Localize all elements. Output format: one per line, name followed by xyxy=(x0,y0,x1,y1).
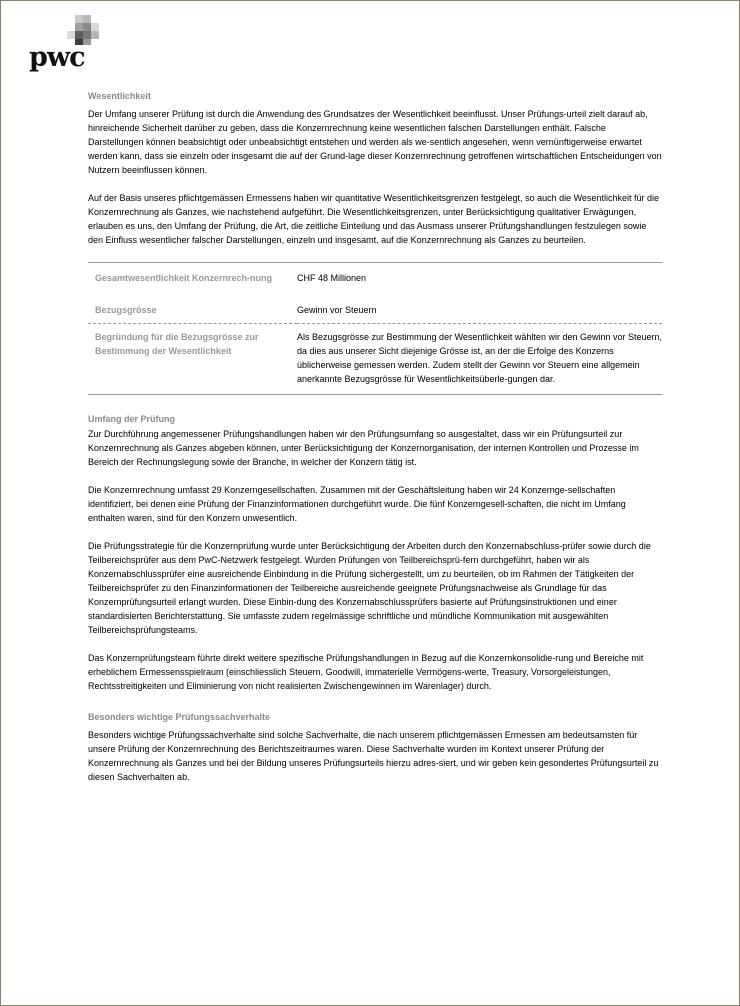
row-label-overall-materiality: Gesamtwesentlichkeit Konzernrech-nung xyxy=(95,273,273,283)
scope-paragraph-1: Zur Durchführung angemessener Prüfungshandlungen haben wir den Prüfungsumfang so ausgestaltet, dass wir ein Prüfungsurteil zur Konzernrechnung als Ganzes abgeben können, unter Berücksichtigung der Konzernorganisation, der internen Kontrollen und Prozesse im Bereich der Rechnungslegung sowie der Branche, in welcher der Konzern tätig ist. xyxy=(88,429,639,467)
materiality-paragraph-1: Der Umfang unserer Prüfung ist durch die Anwendung des Grundsatzes der Wesentlichkeit beeinflusst. Unser Prüfungs-urteil zielt darauf ab, hinreichende Sicherheit darüber zu geben, dass die Konzernrechnung keine wesentlichen falschen Darstellungen enthält. Falsche Darstellungen können beabsichtigt oder unbeabsichtigt entstehen und werden als we-sentlich angesehen, wenn vernünftigerweise erwartet werden kann, dass sie einzeln oder insgesamt die auf der Grund-lage dieser Konzernrechnung getroffenen wirtschaftlichen Entscheidungen von Nutzern beeinflussen können. xyxy=(88,109,662,175)
materiality-table xyxy=(88,262,662,395)
table-row xyxy=(88,263,662,302)
pwc-logo-text: pwc xyxy=(29,42,85,73)
heading-audit-scope: Umfang der Prüfung xyxy=(88,414,175,424)
pwc-logo xyxy=(29,15,109,71)
row-value-rationale: Als Bezugsgrösse zur Bestimmung der Wesentlichkeit wählten wir den Gewinn vor Steuern, da dies aus unserer Sicht diejenige Grösse ist, an der die Erfolge des Konzerns üblicherweise gemessen werden. Zudem stellt der Gewinn vor Steuern eine allgemein anerkannte Bezugsgrösse für Wesentlichkeitsüberle-gungen dar. xyxy=(297,324,662,395)
row-value-benchmark: Gewinn vor Steuern xyxy=(297,305,377,315)
row-label-benchmark: Bezugsgrösse xyxy=(95,305,157,315)
table-row xyxy=(88,301,662,324)
scope-paragraph-4: Das Konzernprüfungsteam führte direkt weitere spezifische Prüfungshandlungen in Bezug auf die Konzernkonsolidie-rung und Bereiche mit erheblichem Ermessensspielraum (einschliesslich Steuern, Goodwill, immaterielle Vermögens-werte, Treasury, Vorsorgeleistungen, Rechtsstreitigkeiten und Eliminierung von nicht realisierten Zwischengewinnen im Warenlager) durch. xyxy=(88,653,644,691)
row-value-overall-materiality: CHF 48 Millionen xyxy=(297,273,367,283)
heading-key-audit-matters: Besonders wichtige Prüfungssachverhalte xyxy=(88,712,271,722)
materiality-paragraph-2: Auf der Basis unseres pflichtgemässen Ermessens haben wir quantitative Wesentlichkeitsgrenzen festgelegt, so auch die Wesentlichkeit für die Konzernrechnung als Ganzes, wie nachstehend aufgeführt. Die Wesentlichkeitsgrenzen, unter Berücksichtigung qualitativer Erwägungen, erlauben es uns, den Umfang der Prüfung, die Art, die zeitliche Einteilung und das Ausmass unserer Prüfungshandlungen festzulegen sowie den Einfluss wesentlicher falscher Darstellungen, einzeln und insgesamt, auf die Konzernrechnung als Ganzes zu beurteilen. xyxy=(88,193,659,245)
scope-paragraph-2: Die Konzernrechnung umfasst 29 Konzerngesellschaften. Zusammen mit der Geschäftsleitung haben wir 24 Konzernge-sellschaften identifiziert, bei denen eine Prüfung der Finanzinformationen durchgeführt wurde. Die fünf Konzerngesell-schaften, die nicht im Umfang enthalten waren, sind für den Konzern unwesentlich. xyxy=(88,485,626,523)
scope-paragraph-3: Die Prüfungsstrategie für die Konzernprüfung wurde unter Berücksichtigung der Arbeiten durch den Konzernabschluss-prüfer sowie durch die Teilbereichsprüfer aus dem PwC-Netzwerk festgelegt. Wurden Prüfungen von Teilbereichsprü-fern durchgeführt, haben wir als Konzernabschlussprüfer eine ausreichende Einbindung in die Prüfung sichergestellt, um zu beurteilen, ob im Rahmen der Tätigkeiten der Teilbereichsprüfer zu den Finanzinformationen der Teilbereiche ausreichende geeignete Prüfungsnachweise als Grundlage für das Konzernprüfungsurteil erlangt wurden. Diese Einbin-dung des Konzernabschlussprüfers basierte auf Prüfungsinstruktionen und einer standardisierten Berichterstattung. Sie umfasste zudem regelmässige schriftliche und mündliche Kommunikation mit ausgewählten Teilbereichsprüfungsteams. xyxy=(88,541,651,635)
row-label-rationale: Begründung für die Bezugsgrösse zur Bestimmung der Wesentlichkeit xyxy=(88,324,297,395)
heading-materiality: Wesentlichkeit xyxy=(88,91,151,101)
table-row xyxy=(88,324,662,395)
document-content xyxy=(88,90,662,784)
kam-paragraph-1: Besonders wichtige Prüfungssachverhalte sind solche Sachverhalte, die nach unserem pflichtgemässen Ermessen am bedeutsamsten für unsere Prüfung der Konzernrechnung des Berichtszeitraumes waren. Diese Sachverhalte wurden im Kontext unserer Prüfung der Konzernrechnung als Ganzes und bei der Bildung unseres Prüfungsurteils hierzu adres-siert, und wir geben kein gesondertes Prüfungsurteil zu diesen Sachverhalten ab. xyxy=(88,730,659,782)
